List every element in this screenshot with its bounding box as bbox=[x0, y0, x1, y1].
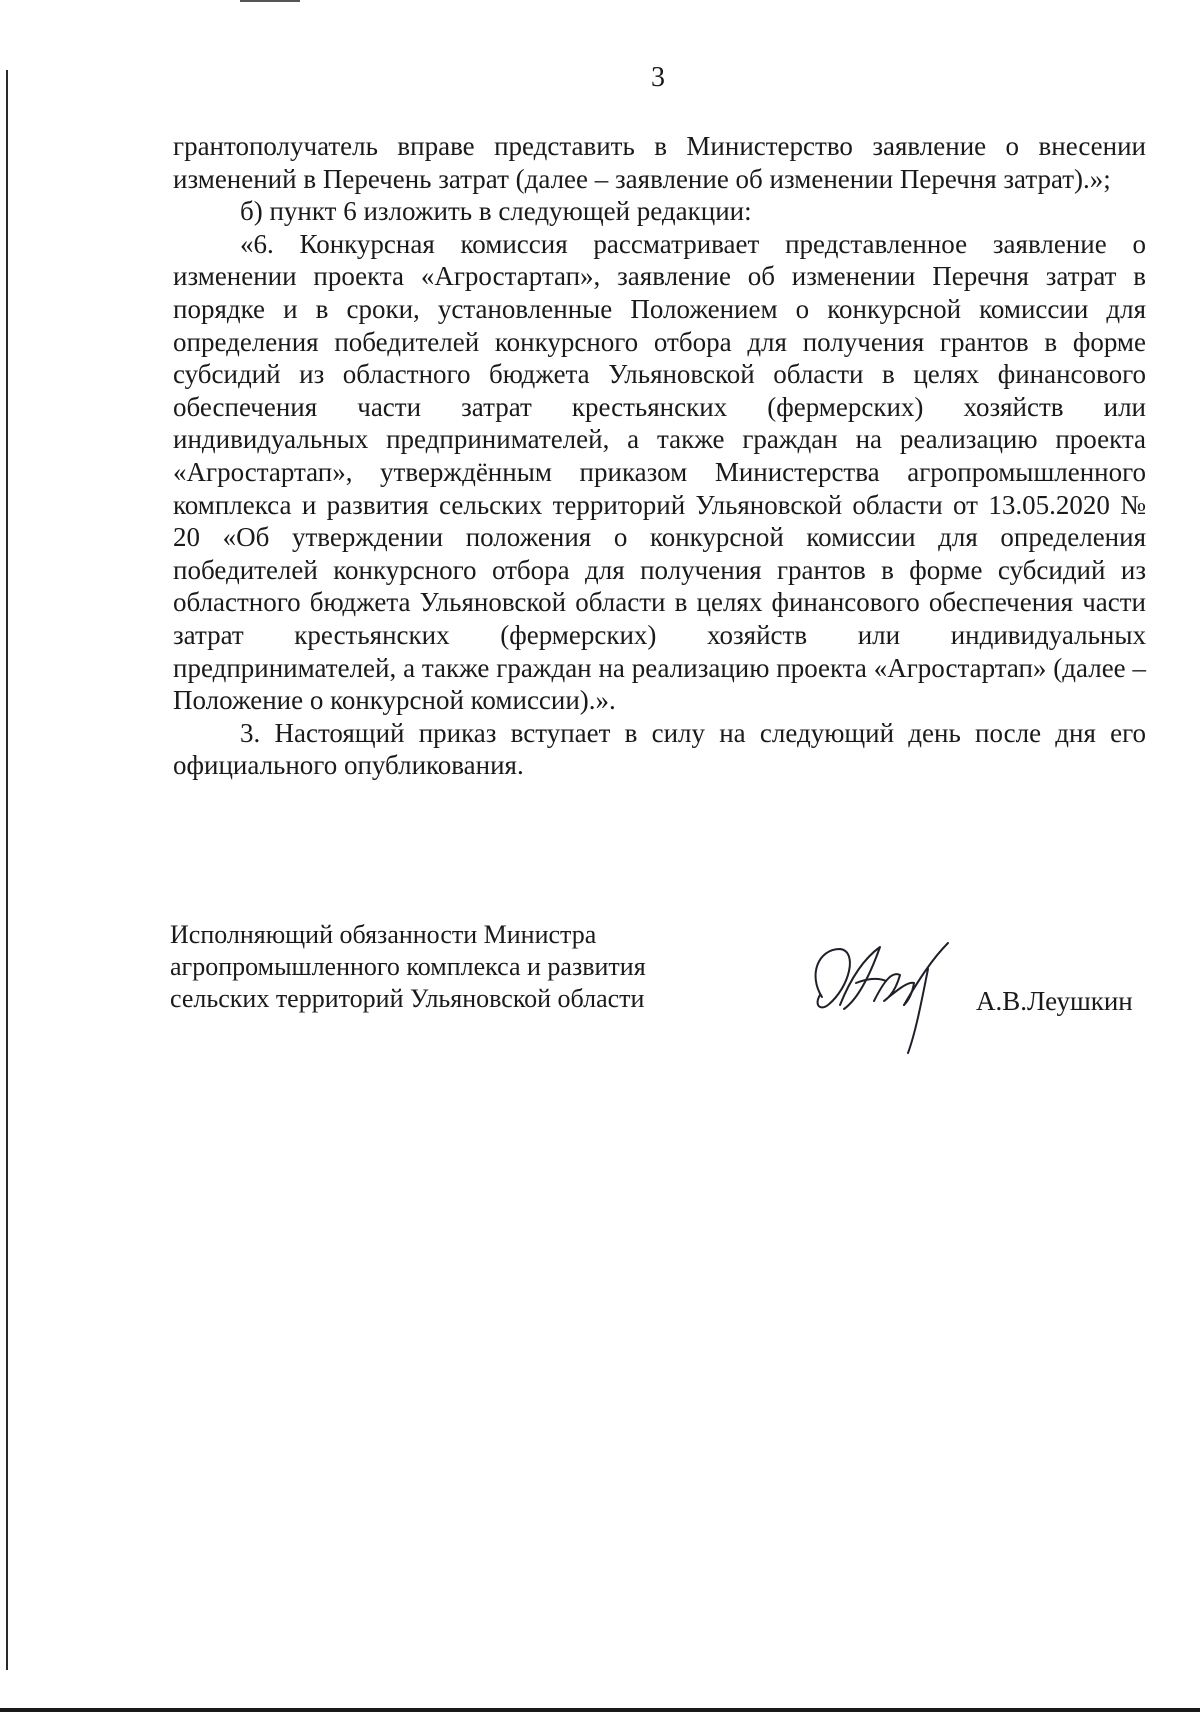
scan-left-edge bbox=[6, 70, 8, 1670]
signatory-position-line: сельских территорий Ульяновской области bbox=[170, 984, 645, 1013]
signatory-name: А.В.Леушкин bbox=[976, 986, 1133, 1016]
handwritten-signature bbox=[800, 935, 960, 1055]
paragraph-point-3: 3. Настоящий приказ вступает в силу на следующий день после дня его официального опубликования. bbox=[173, 717, 1146, 781]
scan-top-mark bbox=[240, 0, 300, 2]
signatory-position-line: Исполняющий обязанности Министра bbox=[170, 920, 597, 949]
page-number: 3 bbox=[651, 62, 665, 93]
signatory-position bbox=[170, 919, 646, 1015]
scan-bottom-edge bbox=[0, 1708, 1200, 1712]
body-text bbox=[173, 130, 1146, 782]
paragraph-continuation: грантополучатель вправе представить в Министерство заявление о внесении изменений в Перечень затрат (далее – заявление об изменении Перечня затрат).»; bbox=[173, 131, 1146, 194]
paragraph-item-b: б) пункт 6 изложить в следующей редакции: bbox=[240, 196, 752, 227]
signatory-position-line: агропромышленного комплекса и развития bbox=[170, 952, 646, 981]
paragraph-point-6: «6. Конкурсная комиссия рассматривает представленное заявление о изменении проекта «Агростартап», заявление об изменении Перечня затрат в порядке и в сроки, установленные Положением о конкурсной комиссии для определения победителей конкурсного отбора для получения грантов в форме субсидий из областного бюджета Ульяновской области в целях финансового обеспечения части затрат крестьянских (фермерских) хозяйств или индивидуальных предпринимателей, а также граждан на реализацию проекта «Агростартап», утверждённым приказом Министерства агропромышленного комплекса и развития сельских территорий Ульяновской области от 13.05.2020 № 20 «Об утверждении положения о конкурсной комиссии для определения победителей конкурсного отбора для получения грантов в форме субсидий из областного бюджета Ульяновской области в целях финансового обеспечения части затрат крестьянских (фермерских) хозяйств или индивидуальных предпринимателей, а также граждан на реализацию проекта «Агростартап» (далее – Положение о конкурсной комиссии).». bbox=[173, 228, 1146, 716]
